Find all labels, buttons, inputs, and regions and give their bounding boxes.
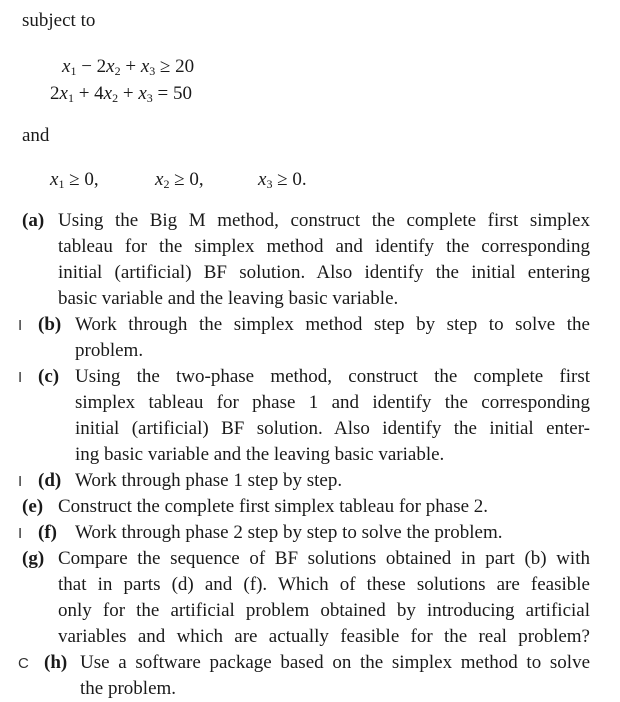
item-line: Use a software package based on the simplex method to solve <box>80 652 590 673</box>
item-a <box>18 208 598 312</box>
item-label: (d) <box>38 470 62 491</box>
item-line: Work through phase 2 step by step to solve the problem. <box>75 522 503 543</box>
item-line: Using the Big M method, construct the complete first simplex <box>58 210 590 231</box>
item-line: Construct the complete first simplex tableau for phase 2. <box>58 496 489 517</box>
item-line: Compare the sequence of BF solutions obtained in part (b) with <box>58 548 590 569</box>
item-label: (a) <box>22 210 45 231</box>
item-label: (f) <box>38 522 57 543</box>
item-label: (g) <box>22 548 45 569</box>
item-line: only for the artificial problem obtained by introducing artificial <box>58 600 590 621</box>
item-marker: I <box>18 473 23 490</box>
item-line: initial (artificial) BF solution. Also identify the initial enter- <box>75 418 590 439</box>
item-line: simplex tableau for phase 1 and identify the corresponding <box>75 392 590 413</box>
item-c <box>18 364 598 468</box>
item-line: Work through phase 1 step by step. <box>75 470 343 491</box>
item-label: (h) <box>44 652 68 673</box>
item-g <box>18 546 598 650</box>
and-label: and <box>22 125 50 146</box>
nonneg-x2: $x_2 \ge 0$, <box>155 169 204 191</box>
item-marker: I <box>18 525 23 542</box>
item-line: that in parts (d) and (f). Which of these solutions are feasible <box>58 574 590 595</box>
item-b <box>18 312 598 364</box>
item-marker: I <box>18 369 23 386</box>
item-line: initial (artificial) BF solution. Also identify the initial entering <box>58 262 590 283</box>
item-marker: C <box>18 655 29 672</box>
item-h <box>18 650 598 702</box>
item-line: ing basic variable and the leaving basic variable. <box>75 444 445 465</box>
item-line: basic variable and the leaving basic variable. <box>58 288 399 309</box>
nonneg-x3: $x_3 \ge 0$. <box>258 169 307 191</box>
constraint-1: $x_1 - 2x_2 + x_3 \ge 20$ <box>62 56 195 78</box>
constraint-2: $2x_1 + 4x_2 + x_3 = 50$ <box>50 83 192 105</box>
nonneg-x1: $x_1 \ge 0$, <box>50 169 99 191</box>
item-label: (e) <box>22 496 44 517</box>
item-line: tableau for the simplex method and identify the corresponding <box>58 236 590 257</box>
item-line: the problem. <box>80 678 177 699</box>
item-f <box>18 520 598 546</box>
item-e <box>18 494 598 520</box>
item-line: problem. <box>75 340 144 361</box>
item-label: (b) <box>38 314 62 335</box>
item-d <box>18 468 598 494</box>
item-line: variables and which are actually feasible for the real problem? <box>58 626 590 647</box>
item-line: Work through the simplex method step by step to solve the <box>75 314 590 335</box>
item-label: (c) <box>38 366 60 387</box>
item-marker: I <box>18 317 23 334</box>
item-line: Using the two-phase method, construct the complete first <box>75 366 590 387</box>
subject-to-label: subject to <box>22 10 96 31</box>
